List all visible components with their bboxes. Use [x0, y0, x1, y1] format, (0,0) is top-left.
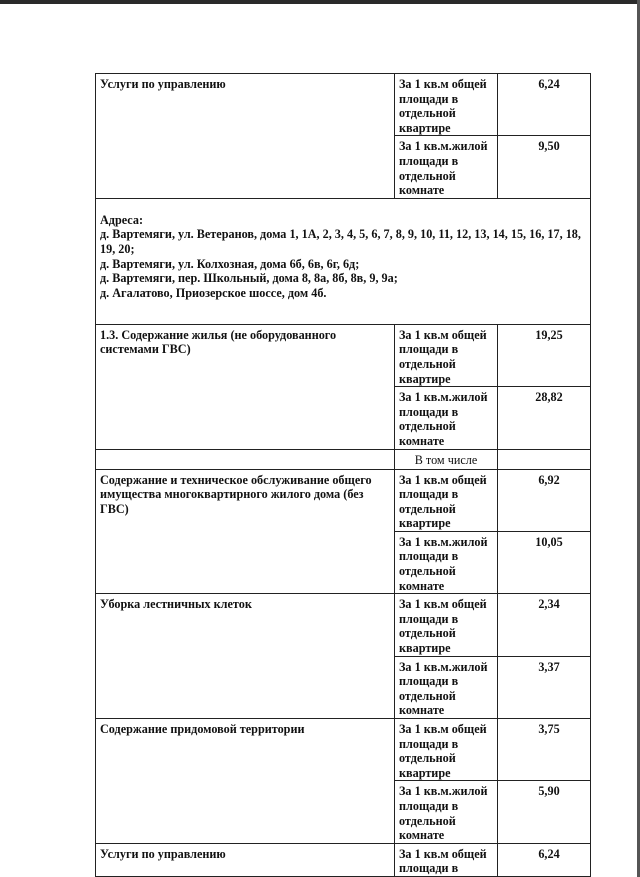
- empty-cell: [96, 449, 395, 469]
- unit-cell: За 1 кв.м.жилой площади в отдельной комнате: [395, 531, 498, 593]
- unit-cell: За 1 кв.м.жилой площади в отдельной комнате: [395, 136, 498, 198]
- document-page: [95, 73, 590, 877]
- item-name: Содержание и техническое обслуживание общего имущества многоквартирного жилого дома (без ГВС): [96, 469, 395, 594]
- address-line: д. Вартемяги, ул. Колхозная, дома 6б, 6в, 6г, 6д;: [100, 256, 360, 271]
- service-name: Услуги по управлению: [96, 74, 395, 199]
- value-cell: 6,24: [498, 74, 591, 136]
- value-cell: 2,34: [498, 594, 591, 656]
- including-row: [96, 449, 591, 469]
- addresses-row: [96, 198, 591, 324]
- item-name: Уборка лестничных клеток: [96, 594, 395, 719]
- address-line: д. Агалатово, Приозерское шоссе, дом 4б.: [100, 285, 327, 300]
- scan-speck: [100, 199, 586, 213]
- unit-cell: За 1 кв.м.жилой площади в отдельной комнате: [395, 781, 498, 843]
- unit-cell: За 1 кв.м общей площади в отдельной квартире: [395, 469, 498, 531]
- item-name: Услуги по управлению: [96, 843, 395, 876]
- unit-cell: За 1 кв.м общей площади в отдельной квартире: [395, 74, 498, 136]
- value-cell: 3,37: [498, 656, 591, 718]
- scan-top-edge: [0, 0, 640, 4]
- unit-cell: За 1 кв.м.жилой площади в отдельной комнате: [395, 387, 498, 449]
- empty-cell: [498, 449, 591, 469]
- table-row: [96, 469, 591, 531]
- tariff-table: [95, 73, 591, 877]
- addresses-heading: Адреса:: [100, 212, 144, 227]
- value-cell: 6,92: [498, 469, 591, 531]
- value-cell: 9,50: [498, 136, 591, 198]
- value-cell: 5,90: [498, 781, 591, 843]
- including-label: В том числе: [395, 449, 498, 469]
- table-row: [96, 324, 591, 386]
- address-line: д. Вартемяги, пер. Школьный, дома 8, 8а, 8б, 8в, 9, 9а;: [100, 271, 398, 286]
- value-cell: 19,25: [498, 324, 591, 386]
- table-row: [96, 843, 591, 876]
- value-cell: 10,05: [498, 531, 591, 593]
- unit-cell: За 1 кв.м.жилой площади в отдельной комнате: [395, 656, 498, 718]
- address-line: д. Вартемяги, ул. Ветеранов, дома 1, 1А, 2, 3, 4, 5, 6, 7, 8, 9, 10, 11, 12, 13, 14, 15, 16, 17, 18, 19, 20;: [100, 227, 581, 256]
- table-row: [96, 594, 591, 656]
- value-cell: 3,75: [498, 719, 591, 781]
- table-row: [96, 719, 591, 781]
- addresses-cell: [96, 198, 591, 324]
- unit-cell: За 1 кв.м общей площади в отдельной квартире: [395, 324, 498, 386]
- unit-cell: За 1 кв.м общей площади в: [395, 843, 498, 876]
- table-row: [96, 74, 591, 136]
- item-name: Содержание придомовой территории: [96, 719, 395, 844]
- value-cell: 6,24: [498, 843, 591, 876]
- section-name: 1.3. Содержание жилья (не оборудованного системами ГВС): [96, 324, 395, 449]
- value-cell: 28,82: [498, 387, 591, 449]
- unit-cell: За 1 кв.м общей площади в отдельной квартире: [395, 719, 498, 781]
- unit-cell: За 1 кв.м общей площади в отдельной квартире: [395, 594, 498, 656]
